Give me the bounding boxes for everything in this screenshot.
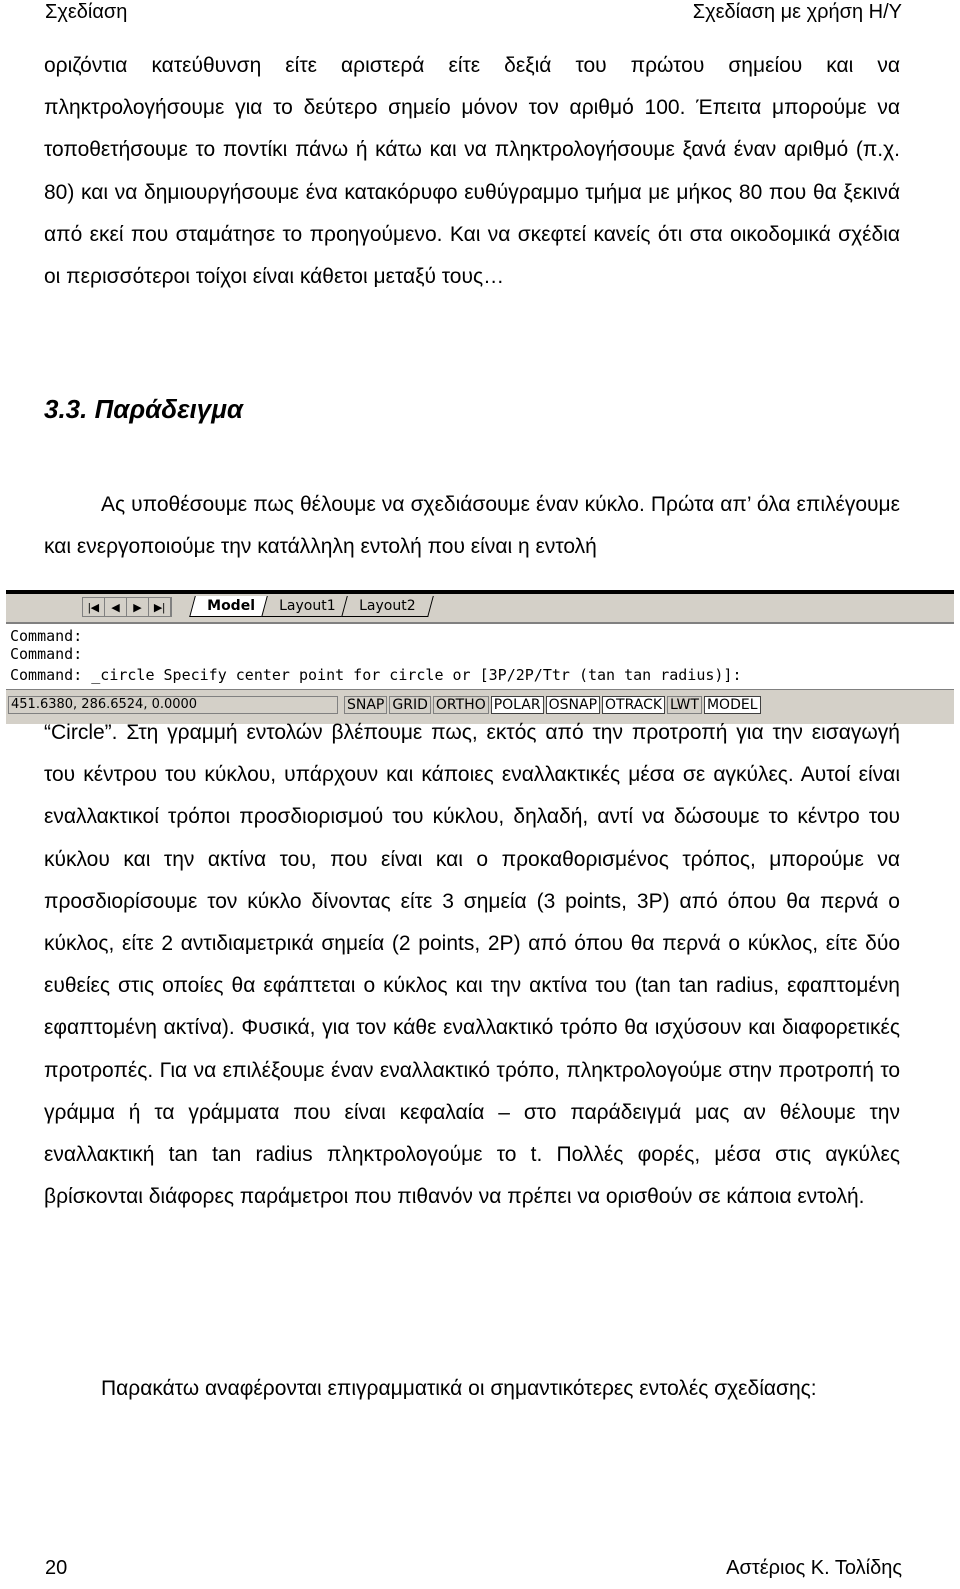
command-window[interactable] [6,622,954,690]
section-title: 3.3. Παράδειγμα [44,394,244,424]
coordinate-readout: 451.6380, 286.6524, 0.0000 [8,696,338,714]
first-tab-icon[interactable]: |◀ [83,598,105,616]
snap-toggle[interactable]: SNAP [344,696,387,714]
paragraph-example: Ας υποθέσουμε πως θέλουμε να σχεδιάσουμε έναν κύκλο. Πρώτα απ’ όλα επιλέγουμε και ενεργοποιούμε την κατάλληλη εντολή που είναι η εντολή [44,493,900,559]
next-tab-icon[interactable]: ▶ [127,598,149,616]
page-number: 20 [45,1557,68,1579]
tab-layout2-label: Layout2 [359,598,417,614]
osnap-toggle[interactable]: OSNAP [546,696,600,714]
tab-layout2[interactable] [342,596,434,617]
lwt-toggle[interactable]: LWT [667,696,702,714]
autocad-command-line-screenshot [6,590,954,724]
grid-toggle[interactable]: GRID [389,696,431,714]
author-name: Αστέριος Κ. Τολίδης [726,1557,902,1579]
tab-layout1-label: Layout1 [279,598,336,614]
otrack-toggle[interactable]: OTRACK [602,696,665,714]
paragraph-commands-intro: Παρακάτω αναφέρονται επιγραμματικά οι σημαντικότερες εντολές σχεδίασης: [101,1377,817,1400]
layout-tab-bar [6,594,954,618]
tab-model-label: Model [207,598,256,614]
command-history-line: Command: [10,645,83,663]
running-header-left: Σχεδίαση [45,1,128,23]
command-history-line: Command: [10,627,83,645]
previous-tab-icon[interactable]: ◀ [105,598,127,616]
model-toggle[interactable]: MODEL [704,696,761,714]
running-header-right: Σχεδίαση με χρήση Η/Υ [692,1,902,23]
paragraph-intro: οριζόντια κατεύθυνση είτε αριστερά είτε δεξιά του πρώτου σημείου και να πληκτρολογήσουμε για το δεύτερο σημείο μόνον τον αριθμό 100. Έπειτα μπορούμε να τοποθετήσουμε το ποντίκι πάνω ή κάτω και να πληκτρολογήσουμε ξανά έναν αριθμό (π.χ. 80) και να δημιουργήσουμε ένα κατακόρυφο ευθύγραμμο τμήμα με μήκος 80 που θα ξεκινά από εκεί που σταμάτησε το προηγούμενο. Και να σκεφτεί κανείς ότι στα οικοδομικά σχέδια οι περισσότεροι τοίχοι είναι κάθετοι μεταξύ τους… [44,54,900,289]
paragraph-circle-explanation: “Circle”. Στη γραμμή εντολών βλέπουμε πως, εκτός από την προτροπή για την εισαγωγή του κέντρου του κύκλου, υπάρχουν και κάποιες εναλλακτικές μέσα σε αγκύλες. Αυτοί είναι εναλλακτικοί τρόποι προσδιορισμού του κύκλου, δηλαδή, αντί να δώσουμε το κέντρο του κύκλου και την ακτίνα του, που είναι και ο προκαθορισμένος τρόπος, μπορούμε να προσδιορίσουμε τον κύκλο δίνοντας είτε 3 σημεία (3 points, 3P) από όπου θα περνά ο κύκλος, είτε 2 αντιδιαμετρικά σημεία (2 points, 2P) από όπου θα περνά ο κύκλος, είτε δύο ευθείες στις οποίες θα εφάπτεται ο κύκλος και την ακτίνα του (tan tan radius, εφαπτομένη εφαπτομένη ακτίνα). Φυσικά, για τον κάθε εναλλακτικό τρόπο θα ισχύσουν και διαφορετικές προτροπές. Για να επιλέξουμε έναν εναλλακτικό τρόπο, πληκτρολογούμε στην προτροπή το γράμμα ή τα γράμματα που είναι κεφαλαία – στο παράδειγμά μας αν θέλουμε την εναλλακτική tan tan radius πληκτρολογούμε το t. Πολλές φορές, μέσα στις αγκύλες βρίσκονται διάφορες παράμετροι που πιθανόν να πρέπει να ορισθούν σε κάποια εντολή. [44,721,900,1209]
tab-navigation [82,597,172,617]
ortho-toggle[interactable]: ORTHO [433,696,489,714]
last-tab-icon[interactable]: ▶| [149,598,171,616]
layout-tabs [192,596,425,616]
command-prompt-line[interactable]: Command: _circle Specify center point for circle or [3P/2P/Ttr (tan tan radius)]: [10,666,742,684]
tab-model[interactable] [189,596,273,617]
tab-layout1[interactable] [261,596,353,617]
polar-toggle[interactable]: POLAR [491,696,544,714]
